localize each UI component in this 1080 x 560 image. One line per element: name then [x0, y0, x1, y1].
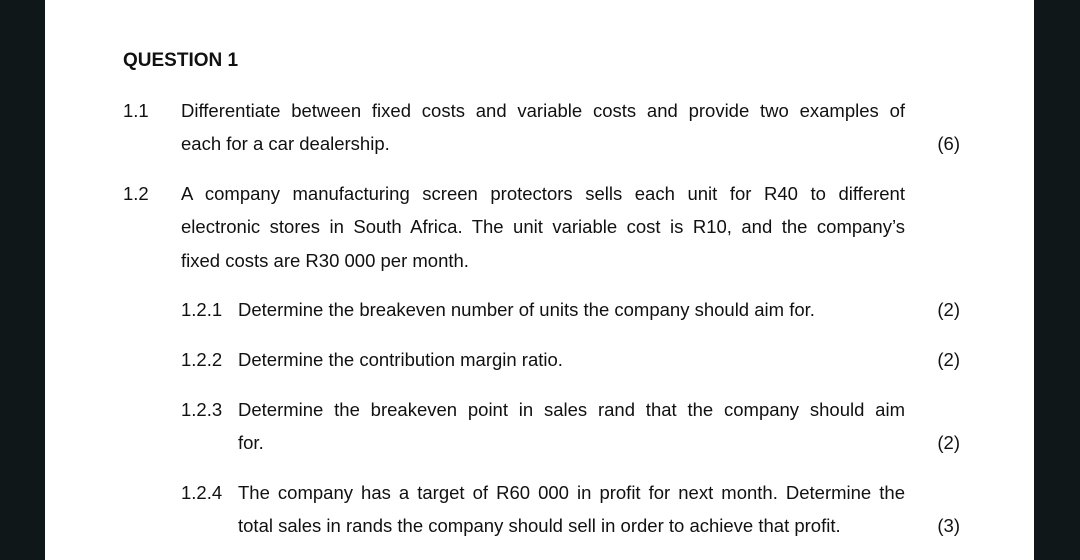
question-heading: QUESTION 1: [123, 50, 239, 71]
q1-2-3-number: 1.2.3: [181, 399, 223, 420]
q1-1-number: 1.1: [123, 100, 149, 121]
document-page: [45, 0, 1034, 560]
q1-2-line1: A company manufacturing screen protectors sells each unit for R40 to different: [181, 183, 905, 204]
q1-1-marks: (6): [937, 133, 960, 154]
q1-2-4-number: 1.2.4: [181, 482, 223, 503]
q1-2-number: 1.2: [123, 183, 149, 204]
q1-2-line3: fixed costs are R30 000 per month.: [181, 250, 469, 271]
q1-2-2-marks: (2): [937, 349, 960, 370]
q1-1-line1: Differentiate between fixed costs and variable costs and provide two examples of: [181, 100, 905, 121]
q1-2-3-marks: (2): [937, 432, 960, 453]
q1-2-line2: electronic stores in South Africa. The unit variable cost is R10, and the company’s: [181, 216, 905, 237]
q1-1-line2: each for a car dealership.: [181, 133, 390, 154]
q1-2-2-number: 1.2.2: [181, 349, 223, 370]
q1-2-4-line2: total sales in rands the company should sell in order to achieve that profit.: [238, 515, 841, 536]
q1-2-4-marks: (3): [937, 515, 960, 536]
q1-2-1-number: 1.2.1: [181, 299, 223, 320]
q1-2-4-line1: The company has a target of R60 000 in profit for next month. Determine the: [238, 482, 905, 503]
q1-2-1-line1: Determine the breakeven number of units the company should aim for.: [238, 299, 815, 320]
q1-2-3-line1: Determine the breakeven point in sales rand that the company should aim: [238, 399, 905, 420]
q1-2-2-line1: Determine the contribution margin ratio.: [238, 349, 563, 370]
q1-2-1-marks: (2): [937, 299, 960, 320]
q1-2-3-line2: for.: [238, 432, 264, 453]
